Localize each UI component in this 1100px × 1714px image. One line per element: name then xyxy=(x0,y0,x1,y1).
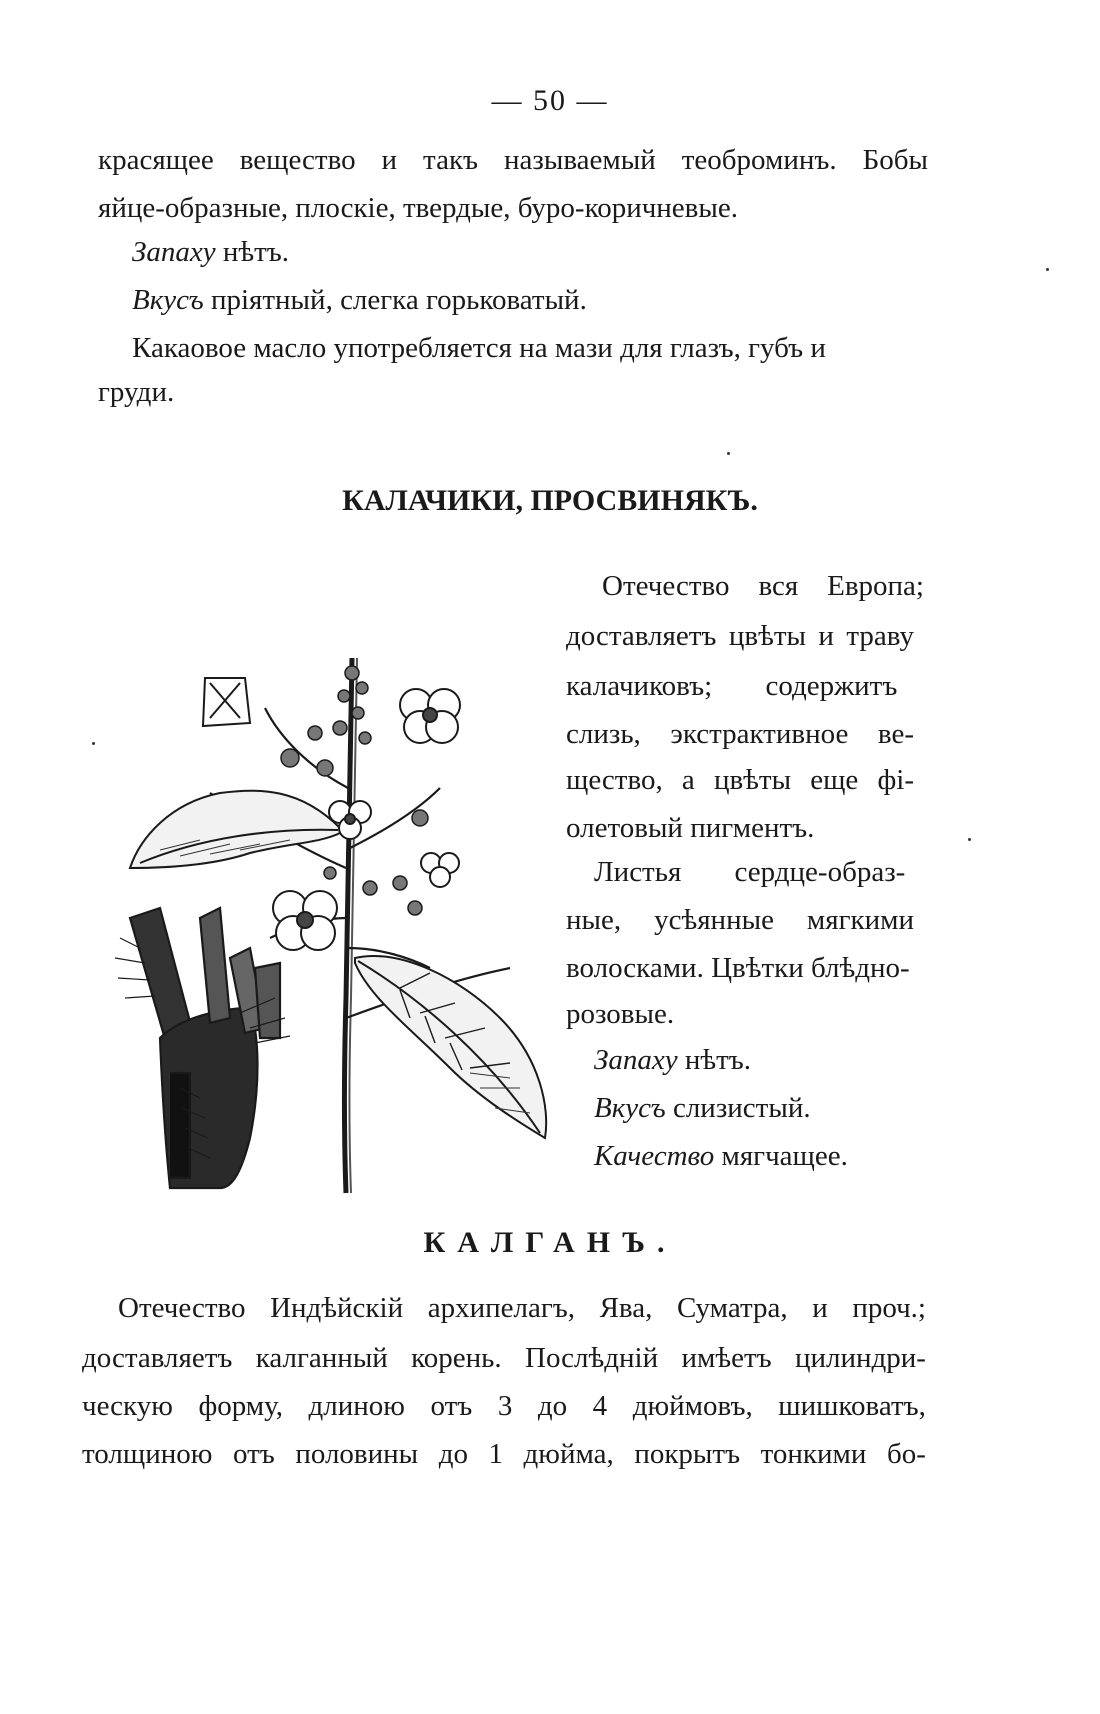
print-speck xyxy=(727,452,730,455)
usage-line: Какаовое масло употребляется на мази для глазъ, губъ и xyxy=(132,332,826,364)
print-speck xyxy=(968,838,971,841)
kalachiki-line: щество, а цвѣты еще фі- xyxy=(566,764,914,796)
taste-line xyxy=(132,282,587,318)
kalachiki-line: слизь, экстрактивное ве- xyxy=(566,718,914,750)
kalgan-line: Отечество Индѣйскій архипелагъ, Ява, Суматра, и проч.; xyxy=(118,1292,926,1324)
smell-label: Запаху xyxy=(594,1044,678,1076)
kalgan-line: доставляетъ калганный корень. Послѣдній имѣетъ цилиндри- xyxy=(82,1342,926,1374)
print-speck xyxy=(92,742,95,745)
taste-text: пріятный, слегка горьковатый. xyxy=(210,284,587,316)
kalachiki-line: Отечество вся Европа; xyxy=(602,570,924,602)
page-number: — 50 — xyxy=(491,84,609,117)
taste-text: слизистый. xyxy=(672,1092,811,1124)
smell-text: нѣтъ. xyxy=(222,236,290,268)
kalachiki-line: волосками. Цвѣтки блѣдно- xyxy=(566,952,910,984)
kalachiki-line: Листья сердце-образ- xyxy=(594,856,906,888)
taste-label: Вкусъ xyxy=(594,1092,666,1124)
kalachiki-line: розовые. xyxy=(566,998,675,1030)
kalachiki-line: ные, усѣянные мягкими xyxy=(566,904,914,936)
usage-line: груди. xyxy=(98,376,175,408)
text-line: яйце-образные, плоскіе, твердые, буро-коричневые. xyxy=(98,192,738,224)
kalachiki-line: олетовый пигментъ. xyxy=(566,812,815,844)
kalgan-line: толщиною отъ половины до 1 дюйма, покрытъ тонкими бо- xyxy=(82,1438,926,1470)
taste-label: Вкусъ xyxy=(132,284,204,316)
print-speck xyxy=(1046,268,1049,271)
kalgan-line: ческую форму, длиною отъ 3 до 4 дюймовъ, шишковатъ, xyxy=(82,1390,926,1422)
kalachiki-smell-line xyxy=(594,1042,751,1078)
smell-label: Запаху xyxy=(132,236,216,268)
quality-label: Качество xyxy=(594,1140,715,1172)
smell-line xyxy=(132,234,289,270)
kalachiki-line: доставляетъ цвѣты и траву xyxy=(566,620,914,652)
section-heading-kalachiki: КАЛАЧИКИ, ПРОСВИНЯКЪ. xyxy=(342,484,758,517)
smell-text: нѣтъ. xyxy=(684,1044,752,1076)
mallow-plant-illustration xyxy=(100,618,600,1268)
section-heading-kalgan: КАЛГАНЪ. xyxy=(423,1226,677,1259)
quality-text: мягчащее. xyxy=(721,1140,848,1172)
kalachiki-taste-line xyxy=(594,1090,811,1126)
kalachiki-quality-line xyxy=(594,1138,848,1174)
kalachiki-line: калачиковъ; содержитъ xyxy=(566,670,898,702)
text-line: красящее вещество и такъ называемый теоброминъ. Бобы xyxy=(98,144,928,176)
